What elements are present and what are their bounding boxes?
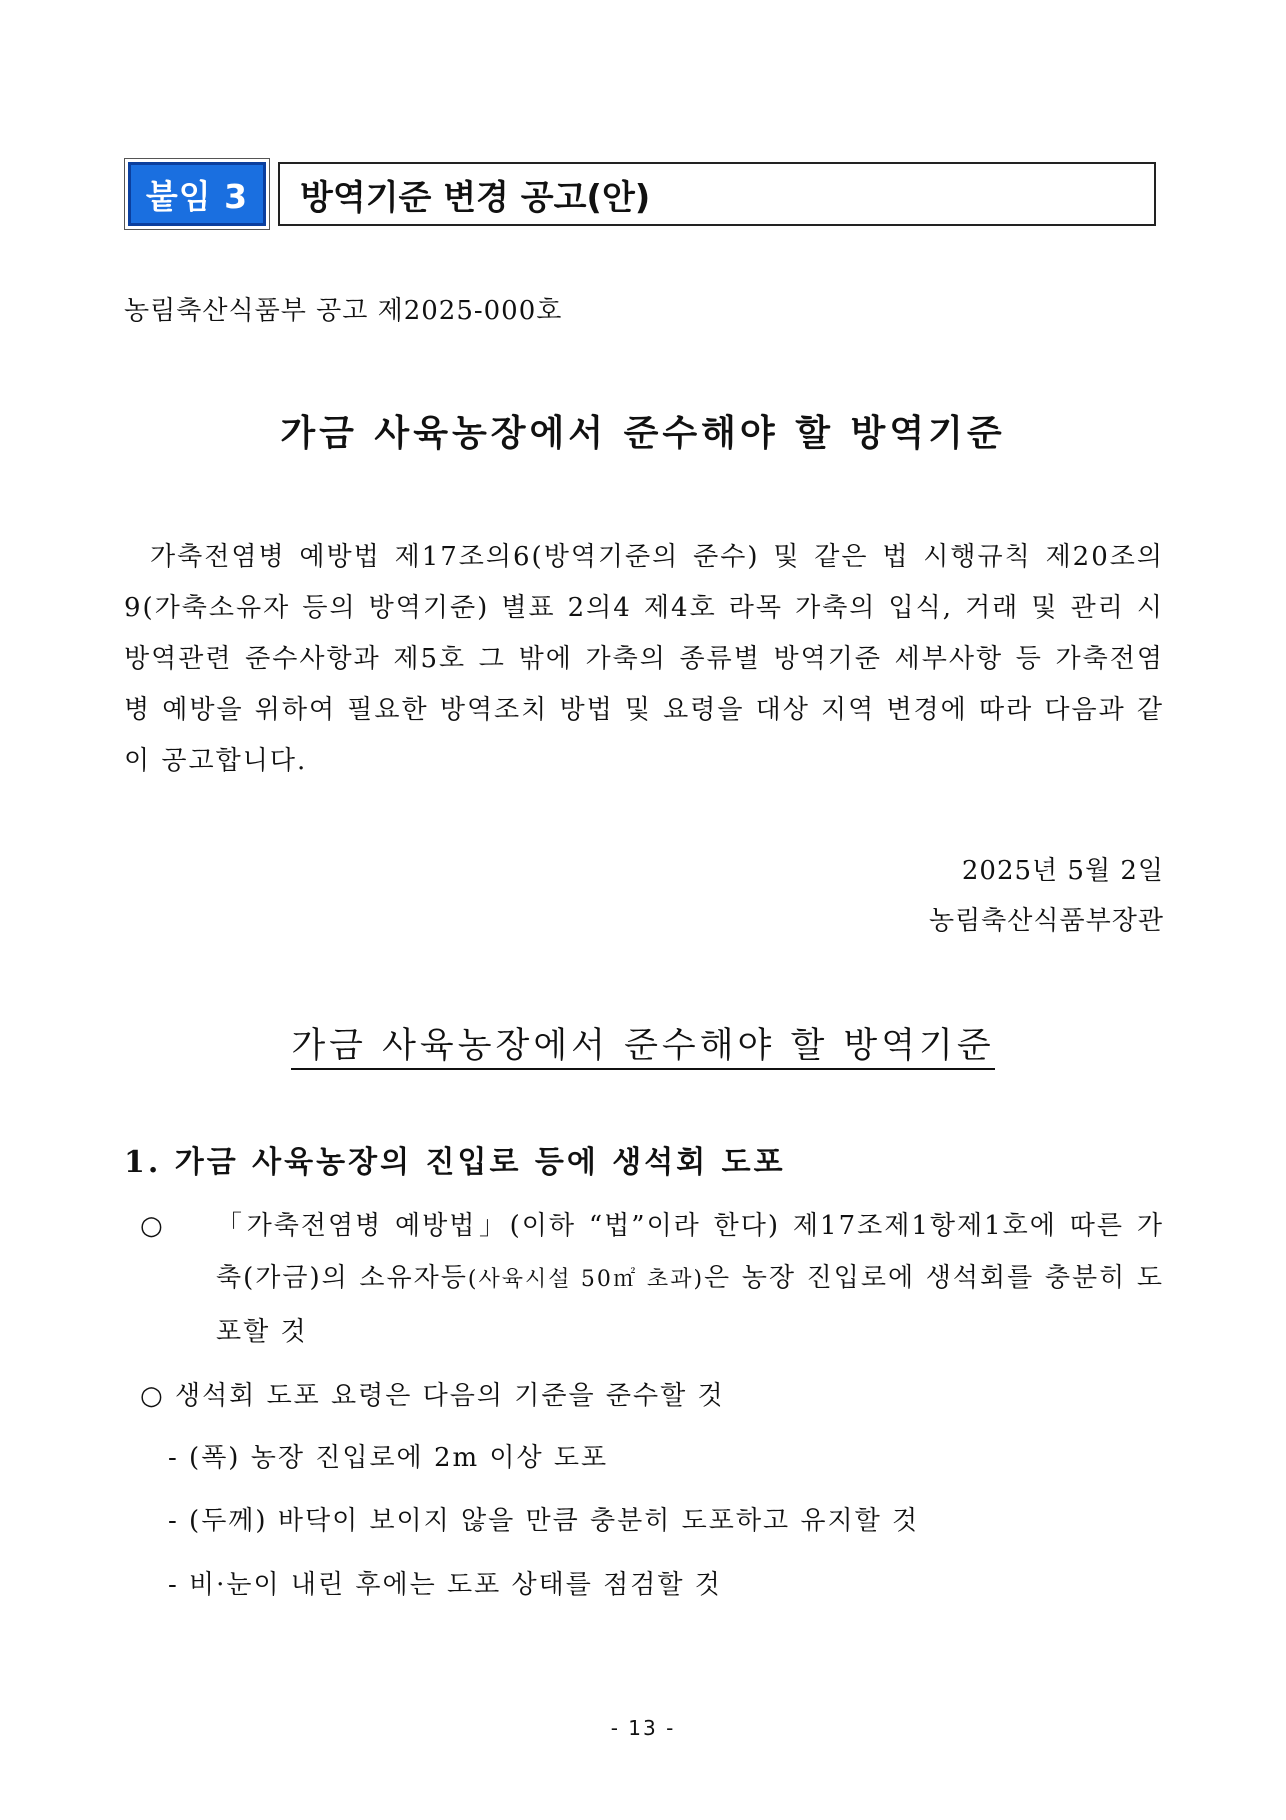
bullet-mark: ○	[140, 1211, 165, 1241]
notice-signer: 농림축산식품부장관	[928, 906, 1164, 936]
sub-title	[0, 1018, 1286, 1068]
section-1-bullet-2: ○ 생석회 도포 요령은 다음의 기준을 준수할 것	[140, 1381, 725, 1411]
notice-date: 2025년 5월 2일	[961, 856, 1164, 886]
bullet-1-text-a: 「가축전염병 예방법」(이하 “법”이라 한다) 제17조제1항제1호에 따른 가축(가금)의 소유자등	[216, 1211, 1164, 1293]
bullet-1-text-small: (사육시설 50㎡ 초과)	[467, 1267, 705, 1292]
dash-item: - (폭) 농장 진입로에 2m 이상 도포	[168, 1443, 609, 1473]
dash-item: - 비·눈이 내린 후에는 도포 상태를 점검할 것	[168, 1570, 722, 1600]
section-1-heading: 1. 가금 사육농장의 진입로 등에 생석회 도포	[124, 1145, 786, 1180]
attachment-header	[128, 162, 1156, 228]
bullet-1-text	[216, 1200, 1164, 1358]
notice-number: 농림축산식품부 공고 제2025-000호	[124, 296, 563, 326]
section-1-bullet-1	[140, 1200, 1164, 1358]
page-number: - 13 -	[610, 1716, 676, 1740]
dash-item: - (두께) 바닥이 보이지 않을 만큼 충분히 도포하고 유지할 것	[168, 1506, 920, 1536]
body-paragraph	[124, 532, 1164, 787]
attachment-tag: 붙임 3	[128, 162, 266, 226]
sub-title-text: 가금 사육농장에서 준수해야 할 방역기준	[291, 1026, 994, 1070]
bullet-1-text-b: 은 농장 진입로에 생석회를 충분히 도포할 것	[216, 1263, 1164, 1347]
body-paragraph-text: 가축전염병 예방법 제17조의6(방역기준의 준수) 및 같은 법 시행규칙 제20조의9(가축소유자 등의 방역기준) 별표 2의4 제4호 라목 가축의 입식, 거래 및 관리 시 방역관련 준수사항과 제5호 그 밖에 가축의 종류별 방역기준 세부사항 등 가축전염병 예방을 위하여 필요한 방역조치 방법 및 요령을 대상 지역 변경에 따라 다음과 같이 공고합니다.	[124, 542, 1164, 776]
main-title: 가금 사육농장에서 준수해야 할 방역기준	[280, 412, 1006, 454]
attachment-title: 방역기준 변경 공고(안)	[278, 162, 1156, 226]
